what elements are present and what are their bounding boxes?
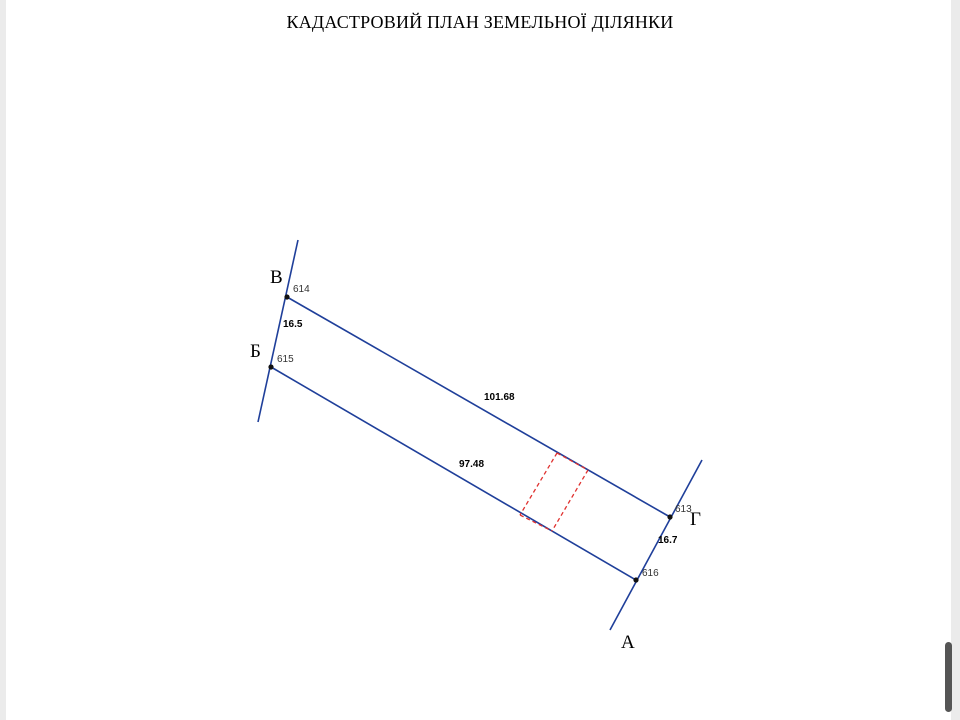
right-boundary-line: [610, 460, 702, 630]
top-side-line: [287, 297, 670, 517]
corner-label-g: Г: [690, 509, 701, 530]
distance-right-side: 16.7: [658, 535, 678, 546]
point-label-614: 614: [293, 284, 310, 295]
corner-label-b: Б: [250, 341, 261, 362]
restriction-zone: [520, 453, 588, 531]
corner-label-v: В: [270, 267, 283, 288]
vertex-614: [284, 294, 289, 299]
scrollbar-thumb[interactable]: [945, 642, 952, 712]
point-label-613: 613: [675, 504, 692, 515]
distance-left-side: 16.5: [283, 319, 303, 330]
vertex-613: [667, 514, 672, 519]
distance-top-side: 101.68: [484, 392, 515, 403]
vertex-615: [268, 364, 273, 369]
distance-bottom-side: 97.48: [459, 459, 485, 470]
point-label-616: 616: [642, 568, 659, 579]
vertex-616: [633, 577, 638, 582]
point-label-615: 615: [277, 354, 294, 365]
bottom-side-line: [271, 367, 636, 580]
corner-label-a: А: [621, 632, 635, 653]
plan-title: КАДАСТРОВИЙ ПЛАН ЗЕМЕЛЬНОЇ ДІЛЯНКИ: [286, 12, 674, 32]
